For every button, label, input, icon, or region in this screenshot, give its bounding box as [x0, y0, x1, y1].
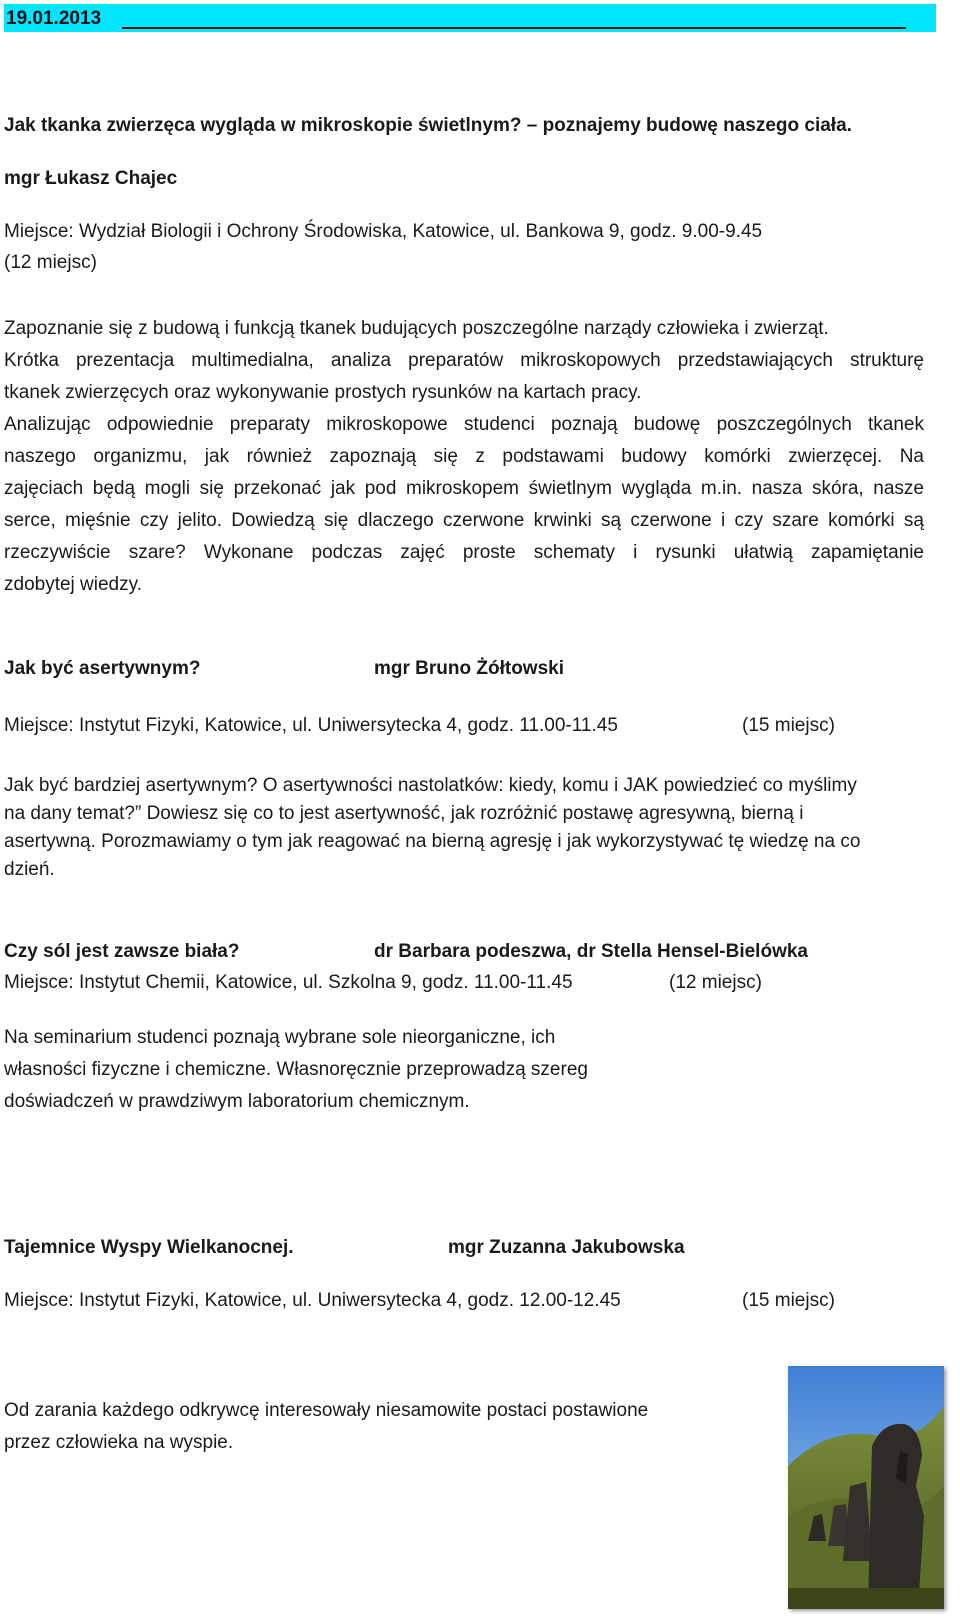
s3-desc-line: doświadczeń w prawdziwym laboratorium chemicznym.: [4, 1091, 470, 1112]
s3-author: dr Barbara podeszwa, dr Stella Hensel-Bielówka: [374, 941, 808, 962]
s4-desc-line: przez człowieka na wyspie.: [4, 1432, 234, 1453]
s4-author: mgr Zuzanna Jakubowska: [448, 1237, 685, 1258]
date-underline: [122, 27, 906, 29]
s1-desc-line: serce, mięśnie czy jelito. Dowiedzą się dlaczego czerwone krwinki są czerwone i czy szare komórki są: [4, 510, 924, 531]
s1-desc-line: Analizując odpowiednie preparaty mikroskopowe studenci poznają budowę poszczególnych tkanek: [4, 414, 924, 435]
s3-desc-line: własności fizyczne i chemiczne. Własnoręcznie przeprowadzą szereg: [4, 1059, 588, 1080]
s1-desc-line: zajęciach będą mogli się przekonać jak pod mikroskopem świetlnym wygląda m.in. nasza skóra, nasze: [4, 478, 924, 499]
s1-author: mgr Łukasz Chajec: [4, 168, 178, 189]
s3-seats: (12 miejsc): [669, 972, 762, 993]
s2-author: mgr Bruno Żółtowski: [374, 658, 564, 679]
s2-desc-line: Jak być bardziej asertywnym? O asertywności nastolatków: kiedy, komu i JAK powiedzieć co myślimy: [4, 775, 857, 796]
s2-desc-line: asertywną. Porozmawiamy o tym jak reagować na bierną agresję i jak wykorzystywać tę wiedzę na co: [4, 831, 861, 852]
s1-desc-line: tkanek zwierzęcych oraz wykonywanie prostych rysunków na kartach pracy.: [4, 382, 642, 403]
s4-desc-line: Od zarania każdego odkrywcę interesowały niesamowite postaci postawione: [4, 1400, 649, 1421]
s4-description: [4, 1395, 744, 1459]
s2-seats: (15 miejsc): [742, 715, 835, 736]
s2-description: [4, 772, 924, 884]
s2-desc-line: dzień.: [4, 859, 55, 880]
s3-desc-line: Na seminarium studenci poznają wybrane sole nieorganiczne, ich: [4, 1027, 556, 1048]
s2-desc-line: na dany temat?” Dowiesz się co to jest asertywność, jak rozróżnić postawę agresywną, bierną i: [4, 803, 804, 824]
s1-description: [4, 313, 924, 601]
s2-title: Jak być asertywnym?: [4, 658, 201, 679]
s4-place: Miejsce: Instytut Fizyki, Katowice, ul. Uniwersytecka 4, godz. 12.00-12.45: [4, 1290, 621, 1311]
s3-description: [4, 1022, 924, 1118]
s1-title: Jak tkanka zwierzęca wygląda w mikroskopie świetlnym? – poznajemy budowę naszego ciała.: [4, 115, 852, 136]
s1-desc-line: Zapoznanie się z budową i funkcją tkanek budujących poszczególne narządy człowieka i zwierząt.: [4, 318, 829, 339]
s3-title: Czy sól jest zawsze biała?: [4, 941, 240, 962]
s4-seats: (15 miejsc): [742, 1290, 835, 1311]
s3-place: Miejsce: Instytut Chemii, Katowice, ul. Szkolna 9, godz. 11.00-11.45: [4, 972, 573, 993]
s1-desc-line: Krótka prezentacja multimedialna, analiza preparatów mikroskopowych przedstawiających strukturę: [4, 350, 924, 371]
date-label: 19.01.2013: [6, 8, 102, 29]
s1-seats: (12 miejsc): [4, 252, 97, 273]
moai-photo: [788, 1366, 944, 1609]
s1-desc-line: rzeczywiście szare? Wykonane podczas zajęć proste schematy i rysunki ułatwią zapamiętanie: [4, 542, 924, 563]
s1-desc-line: naszego organizmu, jak również zapoznają się z podstawami budowy komórki zwierzęcej. Na: [4, 446, 924, 467]
s1-place: Miejsce: Wydział Biologii i Ochrony Środowiska, Katowice, ul. Bankowa 9, godz. 9.00-9.45: [4, 221, 763, 242]
s4-title: Tajemnice Wyspy Wielkanocnej.: [4, 1237, 294, 1258]
s1-desc-line: zdobytej wiedzy.: [4, 574, 142, 595]
s2-place: Miejsce: Instytut Fizyki, Katowice, ul. Uniwersytecka 4, godz. 11.00-11.45: [4, 715, 618, 736]
date-header-bar: [4, 4, 936, 32]
